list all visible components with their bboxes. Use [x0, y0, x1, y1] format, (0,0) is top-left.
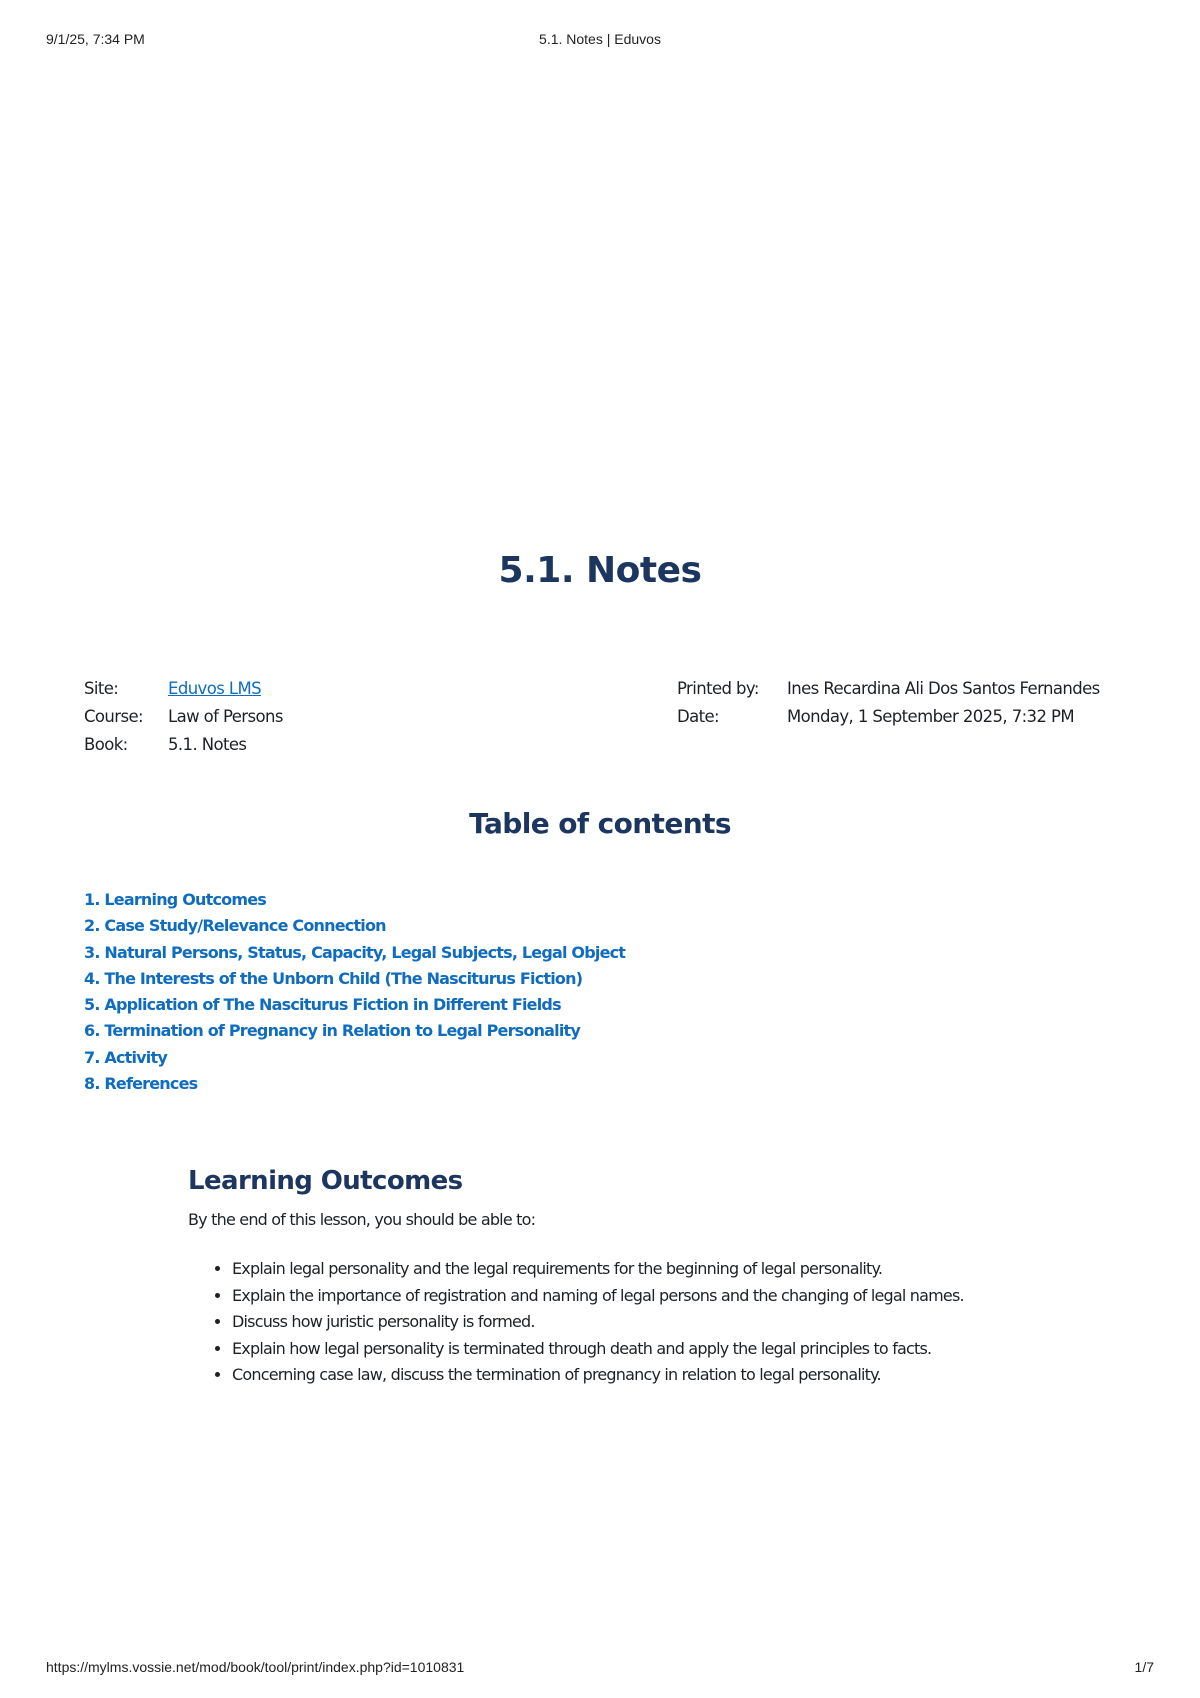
site-label: Site:	[84, 679, 119, 698]
toc-item	[84, 992, 625, 1018]
toc-item	[84, 1045, 625, 1071]
page-number: 1/7	[1134, 1659, 1154, 1675]
date-label: Date:	[677, 707, 719, 726]
toc-link-references[interactable]: 8. References	[84, 1074, 198, 1094]
book-meta-right	[677, 675, 1100, 731]
meta-printed-by-row	[677, 675, 1100, 703]
toc-item	[84, 887, 625, 913]
learning-outcomes-list	[188, 1256, 1018, 1389]
date-value: Monday, 1 September 2025, 7:32 PM	[787, 707, 1074, 726]
table-of-contents	[84, 887, 625, 1097]
toc-item	[84, 1071, 625, 1097]
site-link[interactable]: Eduvos LMS	[168, 679, 261, 698]
printed-by-value: Ines Recardina Ali Dos Santos Fernandes	[787, 679, 1100, 698]
toc-link-termination-pregnancy[interactable]: 6. Termination of Pregnancy in Relation to Legal Personality	[84, 1021, 581, 1041]
list-item: • Explain how legal personality is terminated through death and apply the legal principles to facts.	[232, 1336, 1018, 1363]
toc-item	[84, 913, 625, 939]
print-page-title: 5.1. Notes | Eduvos	[539, 31, 661, 47]
print-url: https://mylms.vossie.net/mod/book/tool/print/index.php?id=1010831	[46, 1659, 465, 1675]
print-datetime: 9/1/25, 7:34 PM	[46, 31, 145, 47]
toc-link-unborn-child[interactable]: 4. The Interests of the Unborn Child (The Nasciturus Fiction)	[84, 968, 583, 988]
list-item: • Explain legal personality and the legal requirements for the beginning of legal personality.	[232, 1256, 1018, 1283]
printed-by-label: Printed by:	[677, 679, 759, 698]
meta-course-row	[84, 703, 283, 731]
list-item: • Discuss how juristic personality is formed.	[232, 1309, 1018, 1336]
course-label: Course:	[84, 707, 143, 726]
book-label: Book:	[84, 735, 128, 754]
section-intro: By the end of this lesson, you should be able to:	[188, 1210, 536, 1229]
toc-link-activity[interactable]: 7. Activity	[84, 1047, 167, 1067]
list-item: • Concerning case law, discuss the termination of pregnancy in relation to legal personality.	[232, 1362, 1018, 1389]
toc-link-learning-outcomes[interactable]: 1. Learning Outcomes	[84, 890, 266, 909]
toc-item	[84, 1018, 625, 1044]
toc-title: Table of contents	[469, 807, 731, 840]
toc-item	[84, 940, 625, 966]
toc-link-natural-persons[interactable]: 3. Natural Persons, Status, Capacity, Legal Subjects, Legal Object	[84, 942, 626, 962]
toc-link-case-study[interactable]: 2. Case Study/Relevance Connection	[84, 916, 386, 936]
course-value: Law of Persons	[168, 707, 283, 726]
list-item: • Explain the importance of registration and naming of legal persons and the changing of legal names.	[232, 1283, 1018, 1310]
book-meta-left	[84, 675, 283, 759]
section-title: Learning Outcomes	[188, 1166, 463, 1196]
meta-site-row	[84, 675, 283, 703]
meta-date-row	[677, 703, 1100, 731]
book-title: 5.1. Notes	[498, 550, 702, 591]
toc-item	[84, 966, 625, 992]
book-value: 5.1. Notes	[168, 735, 247, 754]
toc-link-nasciturus-fields[interactable]: 5. Application of The Nasciturus Fiction in Different Fields	[84, 995, 561, 1015]
meta-book-row	[84, 731, 283, 759]
